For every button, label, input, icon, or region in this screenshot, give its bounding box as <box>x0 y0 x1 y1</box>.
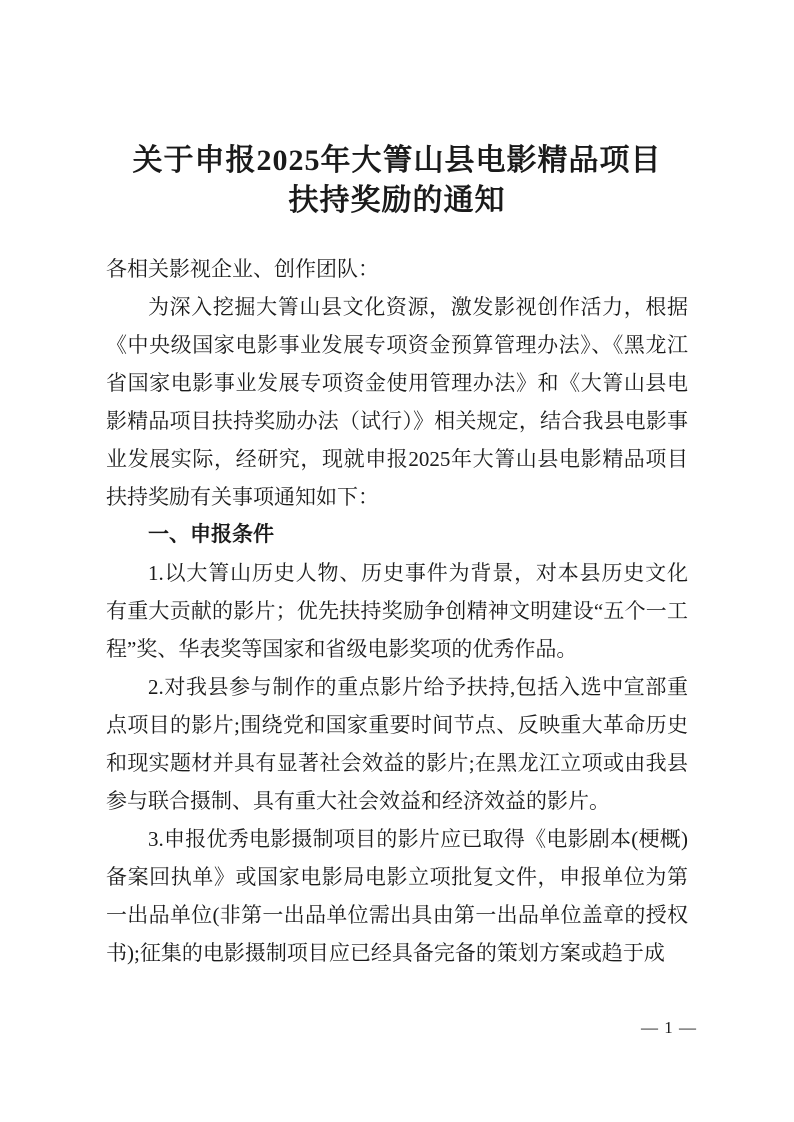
title-line-2: 扶持奖励的通知 <box>288 184 506 217</box>
document-body <box>106 250 688 972</box>
item-paragraph-2: 2.对我县参与制作的重点影片给予扶持,包括入选中宣部重点项目的影片;围绕党和国家重要时间节点、反映重大革命历史和现实题材并具有显著社会效益的影片;在黑龙江立项或由我县参与联合摄制、具有重大社会效益和经济效益的影片。 <box>106 675 688 813</box>
intro-paragraph: 为深入挖掘大箐山县文化资源，激发影视创作活力，根据《中央级国家电影事业发展专项资金预算管理办法》、《黑龙江省国家电影事业发展专项资金使用管理办法》和《大箐山县电影精品项目扶持奖励办法（试行）》相关规定，结合我县电影事业发展实际，经研究，现就申报2025年大箐山县电影精品项目扶持奖励有关事项通知如下： <box>106 295 688 509</box>
title-line-1: 关于申报2025年大箐山县电影精品项目 <box>132 144 662 177</box>
document-title <box>106 141 688 221</box>
page-number: — 1 — <box>641 1018 697 1037</box>
section-heading: 一、申报条件 <box>148 523 274 546</box>
salutation: 各相关影视企业、创作团队： <box>106 257 379 281</box>
item-paragraph-3: 3.申报优秀电影摄制项目的影片应已取得《电影剧本(梗概)备案回执单》或国家电影局电影立项批复文件，申报单位为第一出品单位(非第一出品单位需出具由第一出品单位盖章的授权书);征集的电影摄制项目应已经具备完备的策划方案或趋于成 <box>106 827 688 965</box>
page-content <box>106 0 688 972</box>
item-paragraph-1: 1.以大箐山历史人物、历史事件为背景，对本县历史文化有重大贡献的影片；优先扶持奖励争创精神文明建设“五个一工程”奖、华表奖等国家和省级电影奖项的优秀作品。 <box>106 561 688 661</box>
